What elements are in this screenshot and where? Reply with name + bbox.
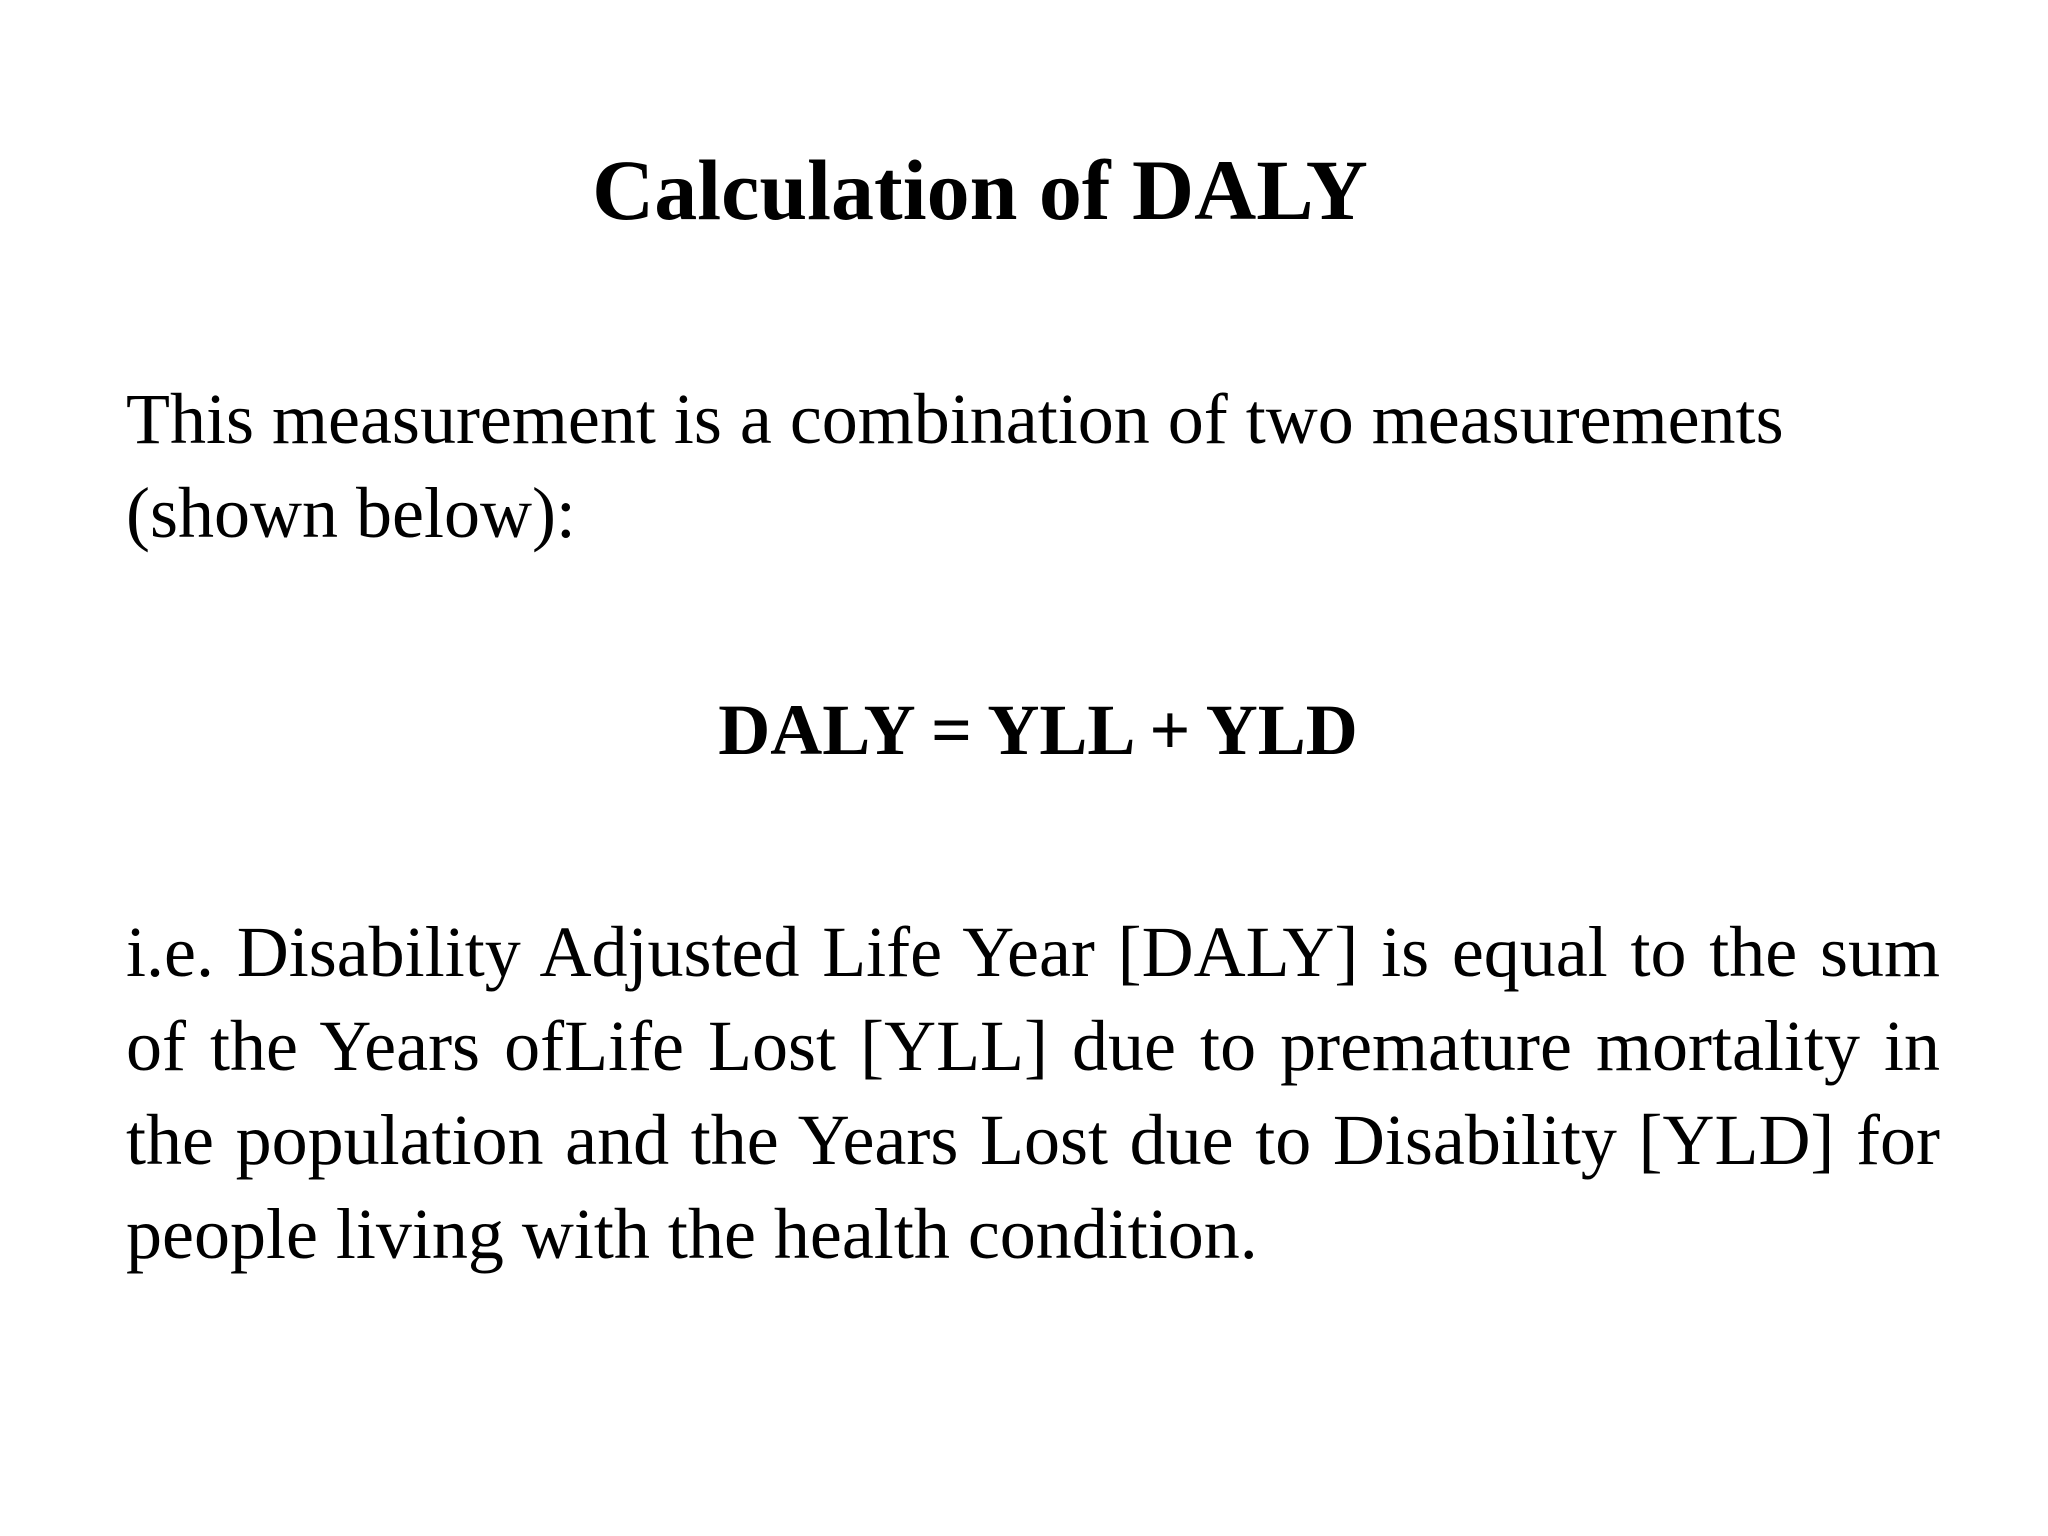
slide-title: Calculation of DALY: [592, 142, 1368, 238]
intro-paragraph: This measurement is a combination of two measurements (shown below):: [126, 379, 1784, 553]
formula: DALY = YLL + YLD: [718, 690, 1358, 770]
explanation-paragraph: i.e. Disability Adjusted Life Year [DALY] is equal to the sum of the Years ofLife Lost [YLL] due to premature mortality in the population and the Years Lost due to Disability [YLD] for people living with the health condition.: [126, 912, 1940, 1274]
